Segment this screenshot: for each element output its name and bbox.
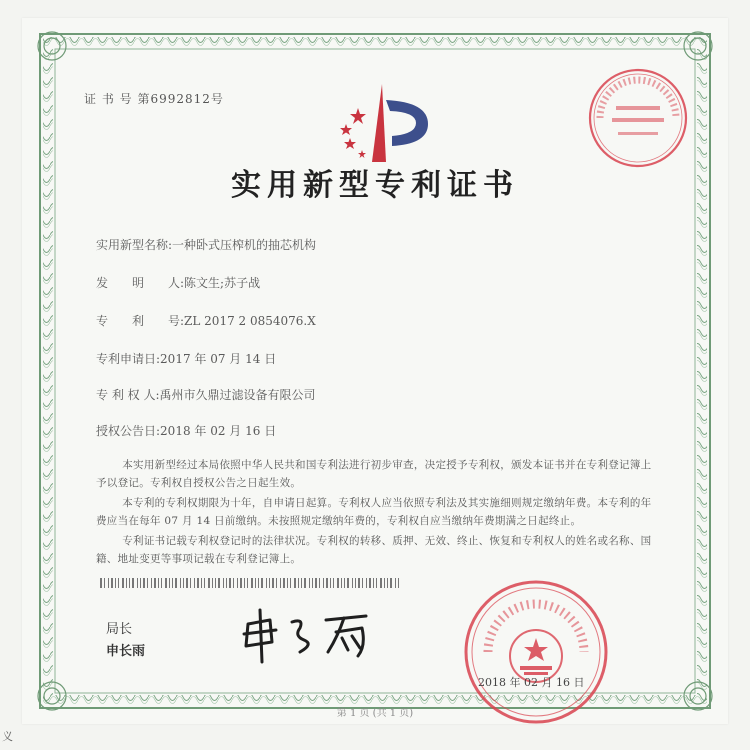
field-value: 禹州市久鼎过滤设备有限公司	[159, 388, 316, 402]
patent-office-logo	[320, 78, 450, 168]
agency-seal	[586, 66, 690, 170]
paragraph-legal-status: 专利证书记载专利权登记时的法律状况。专利权的转移、质押、无效、终止、恢复和专利权人的姓名或名称、国籍、地址变更等事项记载在专利登记簿上。	[96, 535, 652, 565]
field-label: 专利申请日:	[96, 352, 161, 366]
paragraph-grant: 本实用新型经过本局依照中华人民共和国专利法进行初步审查，决定授予专利权，颁发本证书并在专利登记簿上予以登记。专利权自授权公告之日起生效。	[96, 459, 652, 489]
field-value: ZL 2017 2 0854076.X	[184, 314, 316, 328]
field-value: 陈文生;苏子战	[184, 276, 261, 290]
field-patentee	[96, 386, 316, 403]
certificate-page	[22, 18, 728, 724]
director-signature	[230, 606, 390, 666]
field-label: 专 利 号:	[96, 314, 185, 328]
paragraph-term: 本专利的专利权期限为十年，自申请日起算。专利权人应当依照专利法及其实施细则规定缴纳年费。本专利的年费应当在每年 07 月 14 日前缴纳。未按照规定缴纳年费的，专利权自应当缴纳年费期满之日起终止。	[96, 497, 652, 527]
director-title: 局长	[106, 622, 133, 637]
certificate-number: 证 书 号 第6992812号	[84, 92, 224, 106]
field-value: 一种卧式压榨机的抽芯机构	[172, 238, 317, 252]
field-grant-date	[96, 422, 276, 439]
barcode	[100, 578, 400, 588]
field-patent-number	[96, 312, 316, 329]
field-utility-model-name	[96, 236, 316, 253]
field-label: 专 利 权 人:	[96, 388, 160, 402]
field-label: 实用新型名称:	[96, 238, 173, 252]
seal-date: 2018 年 02 月 16 日	[478, 676, 585, 689]
field-application-date	[96, 350, 276, 367]
field-value: 2018 年 02 月 16 日	[160, 424, 277, 438]
certificate-title: 实用新型专利证书	[231, 168, 519, 203]
director-name: 申长雨	[106, 644, 146, 659]
field-label: 发 明 人:	[96, 276, 185, 290]
field-inventor	[96, 274, 260, 291]
page-footer: 第 1 页 (共 1 页)	[336, 708, 414, 719]
edge-glyph: 义	[2, 730, 13, 743]
field-label: 授权公告日:	[96, 424, 161, 438]
field-value: 2017 年 07 月 14 日	[160, 352, 277, 366]
